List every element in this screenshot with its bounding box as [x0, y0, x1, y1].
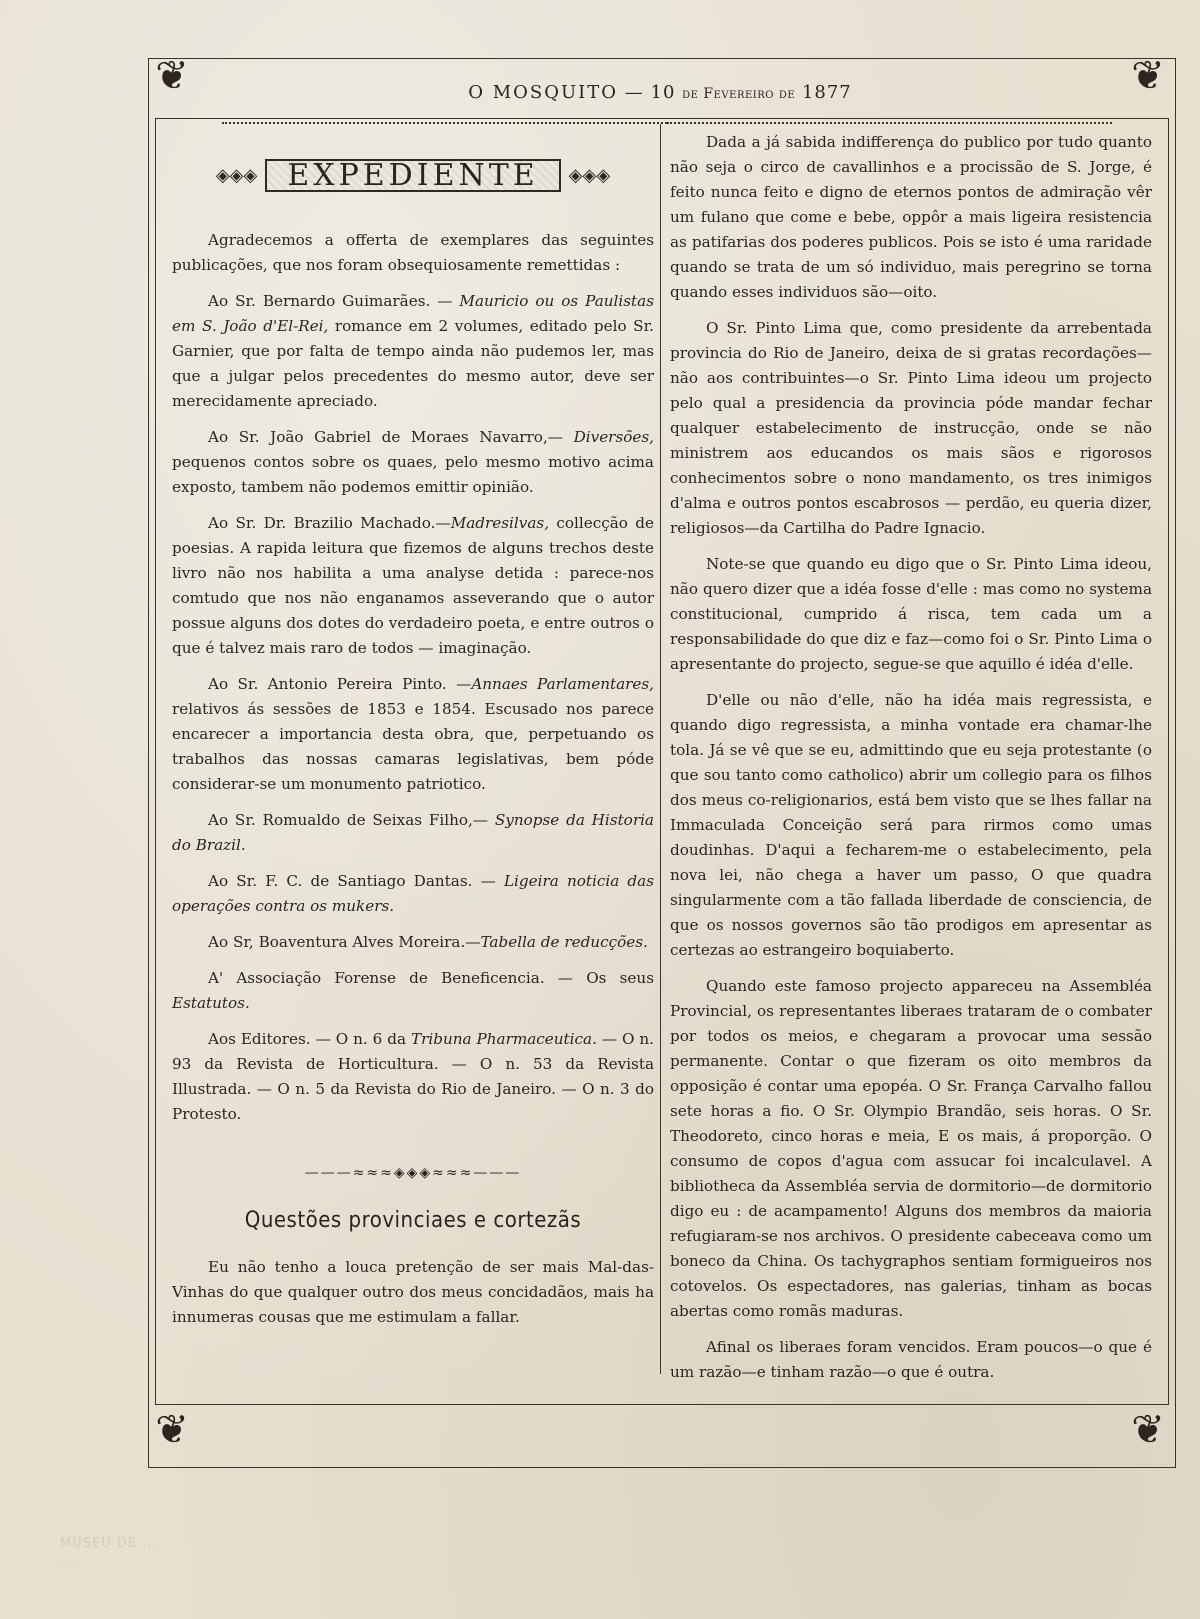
paragraph-text: Ao Sr. F. C. de Santiago Dantas. — — [208, 872, 504, 890]
article-paragraph: Quando este famoso projecto appareceu na Assembléa Provincial, os representantes liberaes trataram de o combater por todos os meios, e chegaram a provocar uma sessão permanente. Contar o que fizeram os oito membros da opposição é contar uma epopéa. O Sr. França Carvalho fallou sete horas a fio. O Sr. Olympio Brandão, seis horas. O Sr. Theodoreto, cinco horas e meia, E os mais, á proporção. O consumo de copos d'agua com assucar foi incalculavel. A bibliotheca da Assembléa servia de dormitorio—de dormitorio digo eu : de acampamento! Alguns dos membros da maioria refugiaram-se nos archivos. O presidente cabeceava como um boneco da China. Os tachygraphos sentiam formigueiros nos cotovelos. Os espectadores, nas galerias, tinham as bocas abertas como romãs maduras. — [670, 977, 1152, 1320]
corner-ornament-icon: ❦ — [1131, 1407, 1165, 1453]
article-paragraph: D'elle ou não d'elle, não ha idéa mais regressista, e quando digo regressista, a minha vontade era chamar-lhe tola. Já se vê que se eu, admittindo que eu seja protestante (o que sou tanto como catholico) abrir um collegio para os filhos dos meus co-religionarios, está bem visto que se lhes fallar na Immaculada Conceição será para rirmos como umas doudinhas. D'aqui a fecharem-me o estabelecimento, pela nova lei, não chega a haver um passo, O que quadra singularmente com a tão fallada liberdade de consciencia, de que os nossos governos são tão prodigos em apresentar as certezas ao estrangeiro boquiaberto. — [670, 691, 1152, 959]
paragraph-text: collecção de poesias. A rapida leitura que fizemos de alguns trechos deste livro não nos habilita a uma analyse detida : parece-nos comtudo que nos não enganamos asseverando que o autor possue alguns dos dotes do verdadeiro poeta, e entre outros o que é talvez mais raro de todos — imaginação. — [172, 514, 655, 657]
article-body — [670, 130, 1152, 1385]
header-day: 10 — [650, 82, 676, 103]
expediente-item — [172, 966, 654, 1016]
header-rule — [667, 112, 1112, 124]
publication-title: Tabella de reducções. — [480, 933, 648, 951]
paragraph-text: Ao Sr. João Gabriel de Moraes Navarro,— — [208, 428, 574, 446]
paragraph-text: relativos ás sessões de 1853 e 1854. Escusado nos parece encarecer a importancia desta obra, que, perpetuando os trabalhos das nossas camaras legislativas, bem póde considerar-se um monumento patriotico. — [172, 700, 654, 793]
paragraph-text: Ao Sr. Romualdo de Seixas Filho,— — [208, 811, 495, 829]
corner-ornament-icon: ❦ — [155, 1407, 189, 1453]
paragraph-text: romance em 2 volumes, editado pelo Sr. Garnier, que por falta de tempo ainda não pudemos ler, mas que a julgar pelos precedentes do mesmo autor, deve ser merecidamente apreciado. — [172, 317, 654, 410]
publication-name: O MOSQUITO — [468, 82, 619, 103]
publication-title: Synopse da Historia do Brazil. — [172, 811, 654, 854]
expediente-item — [172, 425, 654, 500]
corner-ornament-icon: ❦ — [155, 53, 189, 99]
paragraph-text: Ao Sr. Antonio Pereira Pinto. — — [208, 675, 472, 693]
stamp-line: MUSEU DE ... — [60, 1536, 158, 1551]
publication-title: Ligeira noticia das operações contra os mukers. — [172, 872, 654, 915]
expediente-item — [172, 869, 654, 919]
expediente-item — [172, 1027, 654, 1127]
article-paragraph: Note-se que quando eu digo que o Sr. Pinto Lima ideou, não quero dizer que a idéa fosse d'elle : mas como no systema constitucional, cumprido á risca, tem cada um a responsabilidade do que diz e faz—como foi o Sr. Pinto Lima o apresentante do projecto, segue-se que aquillo é idéa d'elle. — [670, 555, 1152, 673]
paragraph-text: Agradecemos a offerta de exemplares das seguintes publicações, que nos foram obsequiosamente remettidas : — [172, 231, 654, 274]
paragraph-text: Ao Sr. Bernardo Guimarães. — — [208, 292, 460, 310]
header-year: 1877 — [801, 82, 852, 103]
paragraph-text: Aos Editores. — O n. 6 da — [208, 1030, 411, 1048]
expediente-item — [172, 511, 654, 661]
expediente-item — [172, 672, 654, 797]
publication-title: Madresilvas, — [450, 514, 550, 532]
flourish-icon: ◈◈◈ — [568, 164, 611, 186]
article-title: Questões provinciaes e cortezãs — [244, 1208, 582, 1233]
paragraph-text: Ao Sr, Boaventura Alves Moreira.— — [208, 933, 481, 951]
paragraph-text: pequenos contos sobre os quaes, pelo mesmo motivo acima exposto, tambem não podemos emittir opinião. — [172, 453, 654, 496]
article-paragraph: Eu não tenho a louca pretenção de ser mais Mal-das-Vinhas do que qualquer outro dos meus concidadãos, mais ha innumeras cousas que me estimulam a fallar. — [172, 1258, 654, 1326]
header-date: de Fevereiro de — [682, 86, 796, 102]
publication-title: Estatutos. — [172, 994, 250, 1012]
expediente-item — [172, 228, 654, 278]
publication-title: Tribuna Pharmaceutica. — [410, 1030, 597, 1048]
expediente-item — [172, 808, 654, 858]
header-separator: — — [624, 82, 644, 103]
paragraph-text: — O n. 93 da Revista de Horticultura. — O n. 53 da Revista Illustrada. — O n. 5 da Revista do Rio de Janeiro. — O n. 3 do Protesto. — [172, 1030, 655, 1123]
publication-title: Diversões, — [573, 428, 654, 446]
expediente-item — [172, 289, 654, 414]
article-paragraph: Afinal os liberaes foram vencidos. Eram poucos—o que é um razão—e tinham razão—o que é outra. — [670, 1338, 1152, 1381]
expediente-banner — [172, 140, 654, 210]
paragraph-text: Ao Sr. Dr. Brazilio Machado.— — [208, 514, 451, 532]
page-header — [200, 82, 1120, 103]
left-column — [172, 130, 654, 1341]
museum-stamp — [60, 1535, 158, 1571]
column-divider — [660, 124, 661, 1374]
flourish-icon: ◈◈◈ — [215, 164, 258, 186]
expediente-item — [172, 930, 654, 955]
section-divider: ———≈≈≈◈◈◈≈≈≈——— — [304, 1165, 522, 1181]
publication-title: Annaes Parlamentares, — [471, 675, 654, 693]
publication-title: Mauricio ou os Paulistas em S. João d'El-Rei, — [172, 292, 654, 335]
paragraph-text: A' Associação Forense de Beneficencia. — Os seus — [208, 969, 654, 987]
header-rule — [222, 112, 667, 124]
article-paragraph: O Sr. Pinto Lima que, como presidente da arrebentada provincia do Rio de Janeiro, deixa de si gratas recordações—não aos contribuintes—o Sr. Pinto Lima ideou um projecto pelo qual a presidencia da provincia póde mandar fechar qualquer estabelecimento de instrucção, onde se não ministrem aos educandos os mais sãos e rigorosos conhecimentos sobre o nono mandamento, os tres inimigos d'alma e outros pontos escabrosos — perdão, eu queria dizer, religiosos—da Cartilha do Padre Ignacio. — [670, 319, 1152, 537]
expediente-list — [172, 228, 654, 1127]
section-heading: EXPEDIENTE — [265, 159, 560, 192]
right-column — [670, 130, 1152, 1396]
stamp-line: ... — [60, 1554, 76, 1569]
corner-ornament-icon: ❦ — [1131, 53, 1165, 99]
article-paragraph: Dada a já sabida indifferença do publico por tudo quanto não seja o circo de cavallinhos e a procissão de S. Jorge, é feito nunca feito e digno de eternos pontos de admiração vêr um fulano que come e bebe, oppôr a mais ligeira resistencia as patifarias dos poderes publicos. Pois se isto é uma raridade quando se trata de um só individuo, mais peregrino se torna quando esses individuos são—oito. — [670, 133, 1152, 301]
